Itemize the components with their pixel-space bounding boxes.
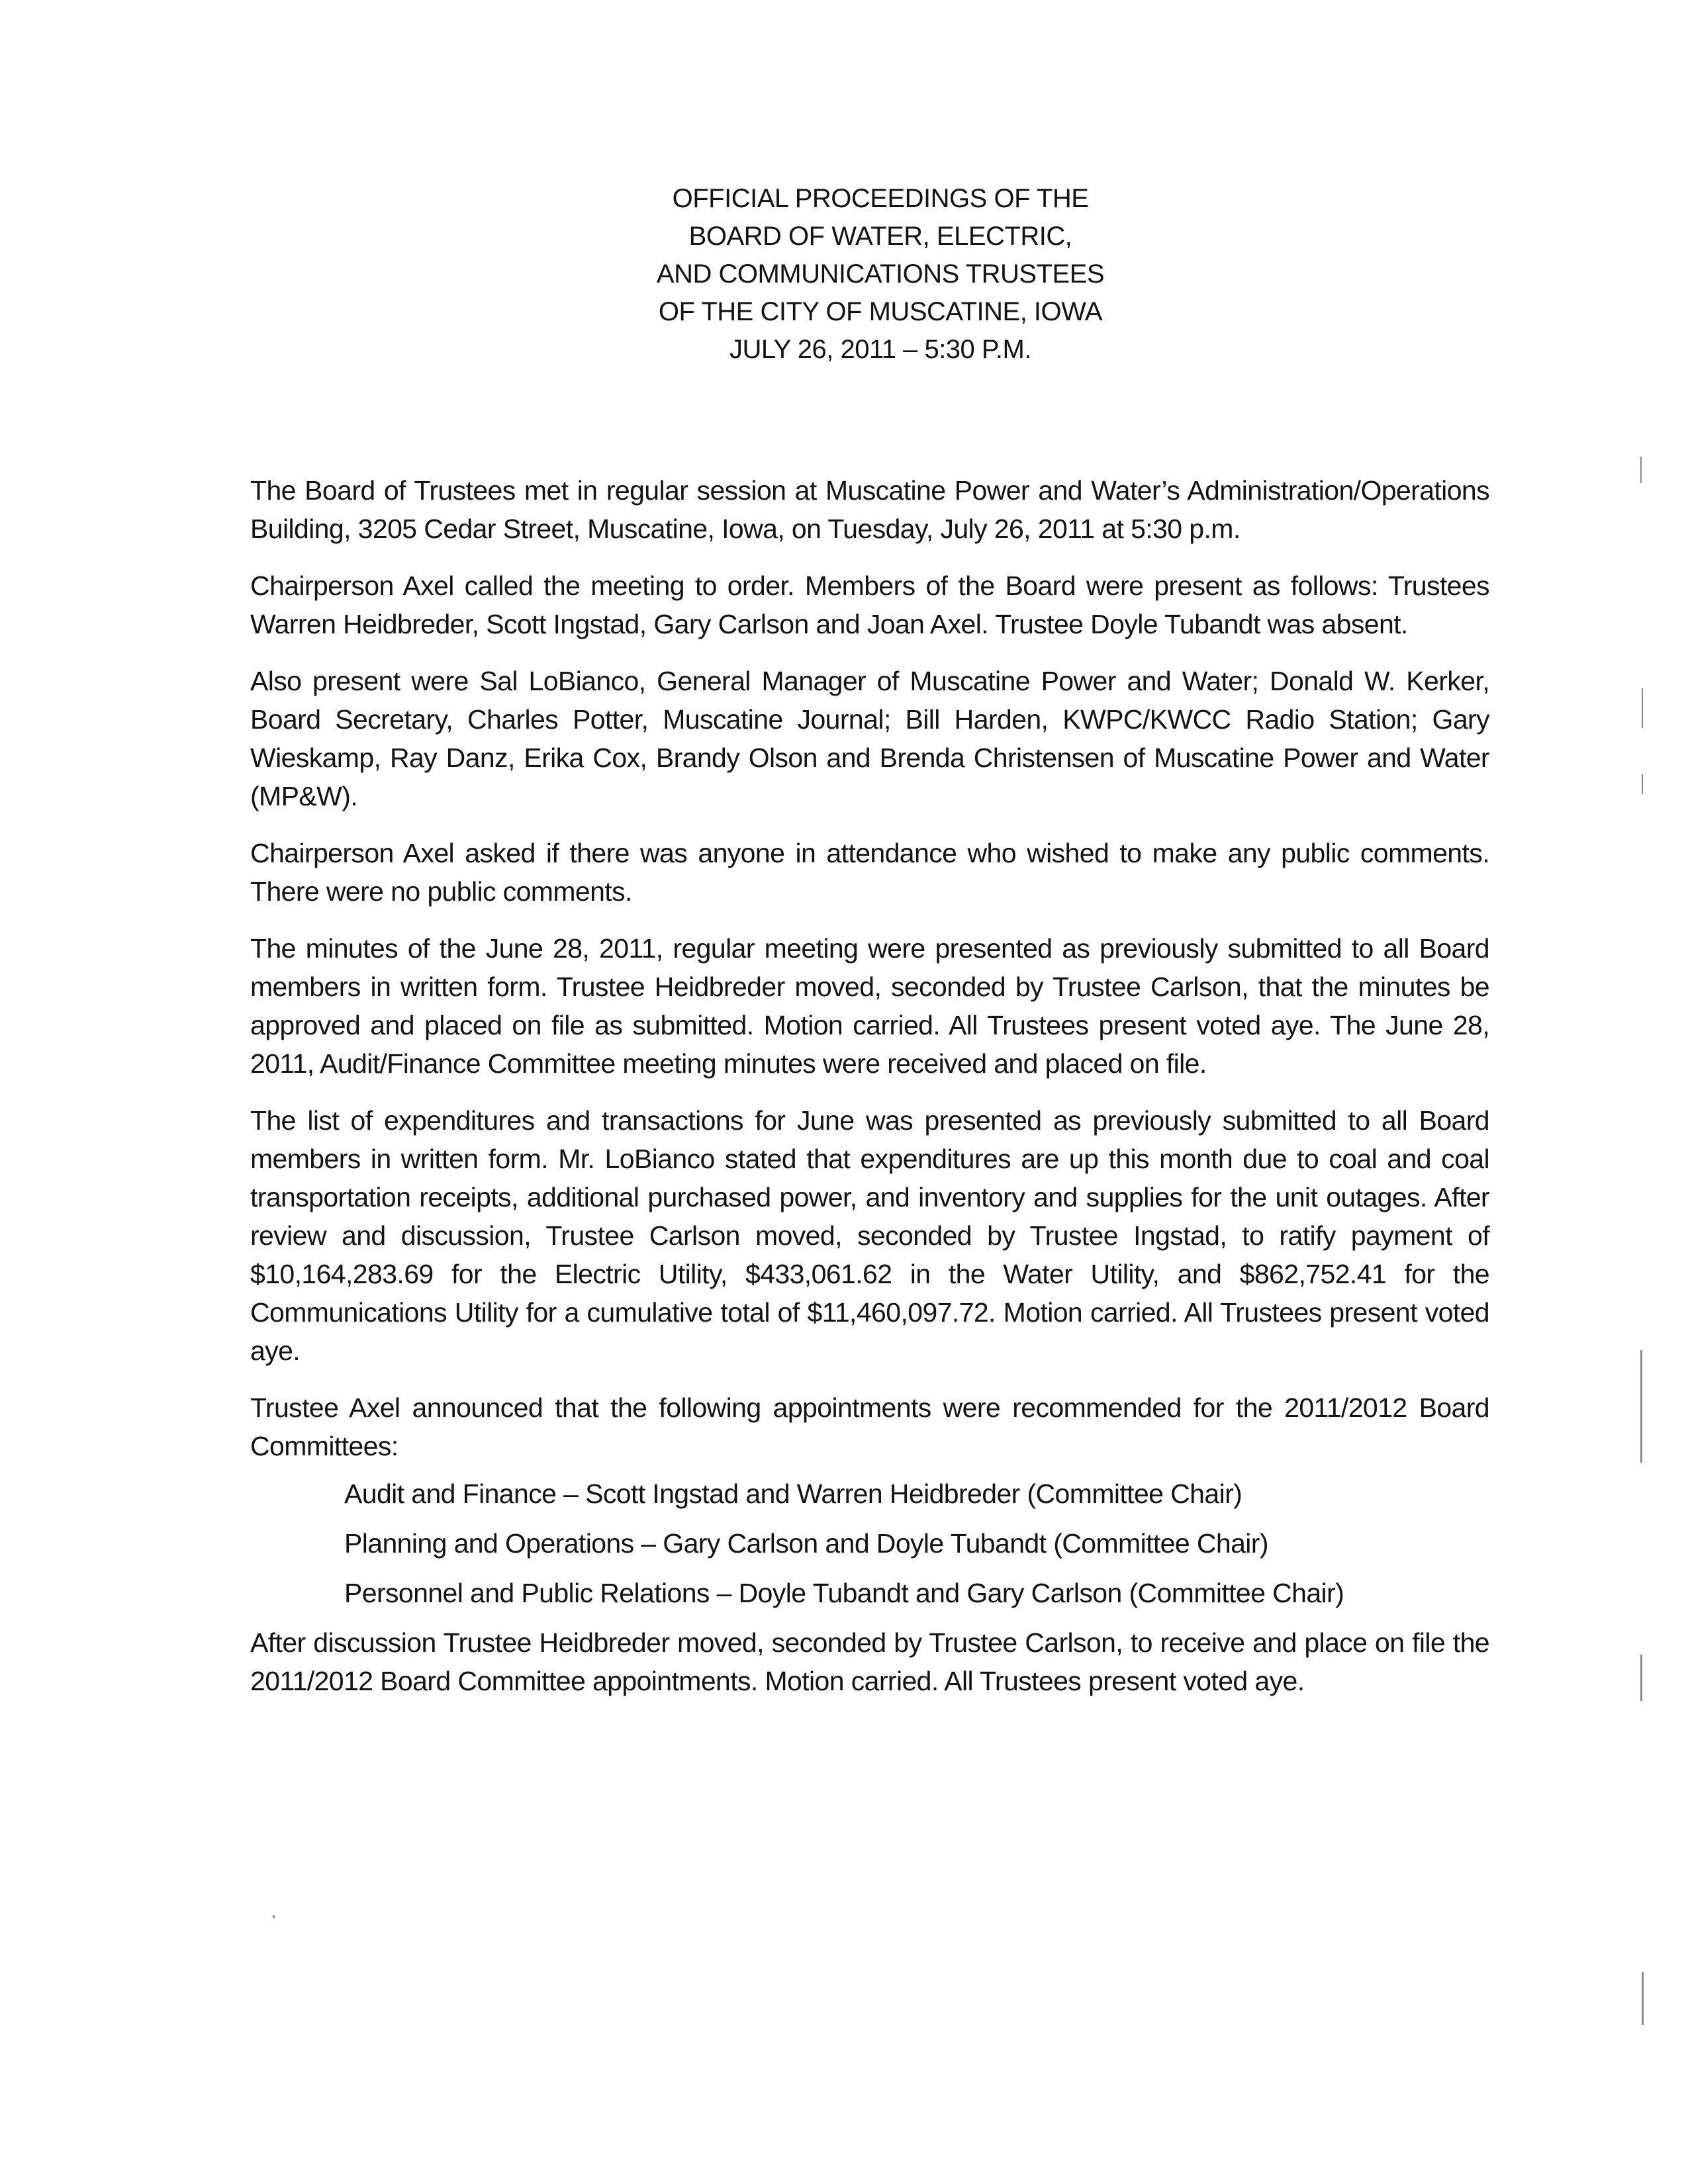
- title-line: OF THE CITY OF MUSCATINE, IOWA: [658, 297, 1103, 326]
- document-title: [616, 180, 1145, 369]
- scan-artifact: [273, 1915, 275, 1918]
- paragraph-appointments-motion: After discussion Trustee Heidbreder moved, seconded by Trustee Carlson, to receive and place on file the 2011/2012 Board Committee appointments. Motion carried. All Trustees present voted aye.: [250, 1627, 1489, 1696]
- committee-item: Personnel and Public Relations – Doyle Tubandt and Gary Carlson (Committee Chair): [344, 1578, 1344, 1608]
- scan-artifact: [1640, 1350, 1642, 1463]
- committee-list: [250, 1475, 1489, 1612]
- scan-artifact: [1642, 1972, 1644, 2025]
- meeting-date-line: JULY 26, 2011 – 5:30 P.M.: [729, 335, 1031, 364]
- document-body: [250, 471, 1489, 1719]
- paragraph-call-to-order: Chairperson Axel called the meeting to order. Members of the Board were present as follows: Trustees Warren Heidbreder, Scott Ingstad, Gary Carlson and Joan Axel. Trustee Doyle Tubandt was absent.: [250, 570, 1489, 639]
- scan-artifact: [1640, 1655, 1642, 1701]
- scan-artifact: [1640, 457, 1642, 483]
- committee-item: Audit and Finance – Scott Ingstad and Warren Heidbreder (Committee Chair): [344, 1479, 1243, 1509]
- title-line: OFFICIAL PROCEEDINGS OF THE: [672, 184, 1089, 213]
- scan-artifact: [1642, 688, 1643, 728]
- title-line: AND COMMUNICATIONS TRUSTEES: [656, 259, 1105, 289]
- paragraph-session: The Board of Trustees met in regular session at Muscatine Power and Water’s Administration/Operations Building, 3205 Cedar Street, Muscatine, Iowa, on Tuesday, July 26, 2011 at 5:30 p.m.: [250, 475, 1489, 544]
- paragraph-also-present: Also present were Sal LoBianco, General Manager of Muscatine Power and Water; Donald W. Kerker, Board Secretary, Charles Potter, Muscatine Journal; Bill Harden, KWPC/KWCC Radio Station; Gary Wieskamp, Ray Danz, Erika Cox, Brandy Olson and Brenda Christensen of Muscatine Power and Water (MP&W).: [250, 666, 1489, 811]
- committee-item: Planning and Operations – Gary Carlson and Doyle Tubandt (Committee Chair): [344, 1528, 1268, 1559]
- paragraph-expenditures: The list of expenditures and transactions for June was presented as previously submitted to all Board members in written form. Mr. LoBianco stated that expenditures are up this month due to coal and coal transportation receipts, additional purchased power, and inventory and supplies for the unit outages. After review and discussion, Trustee Carlson moved, seconded by Trustee Ingstad, to ratify payment of $10,164,283.69 for the Electric Utility, $433,061.62 in the Water Utility, and $862,752.41 for the Communications Utility for a cumulative total of $11,460,097.72. Motion carried. All Trustees present voted aye.: [250, 1105, 1489, 1366]
- paragraph-public-comments: Chairperson Axel asked if there was anyone in attendance who wished to make any public comments. There were no public comments.: [250, 838, 1489, 907]
- paragraph-appointments-intro: Trustee Axel announced that the following appointments were recommended for the 2011/2012 Board Committees:: [250, 1392, 1489, 1461]
- title-line: BOARD OF WATER, ELECTRIC,: [688, 222, 1072, 251]
- paragraph-minutes: The minutes of the June 28, 2011, regular meeting were presented as previously submitted to all Board members in written form. Trustee Heidbreder moved, seconded by Trustee Carlson, that the minutes be approved and placed on file as submitted. Motion carried. All Trustees present voted aye. The June 28, 2011, Audit/Finance Committee meeting minutes were received and placed on file.: [250, 933, 1489, 1079]
- scan-artifact: [1642, 774, 1643, 794]
